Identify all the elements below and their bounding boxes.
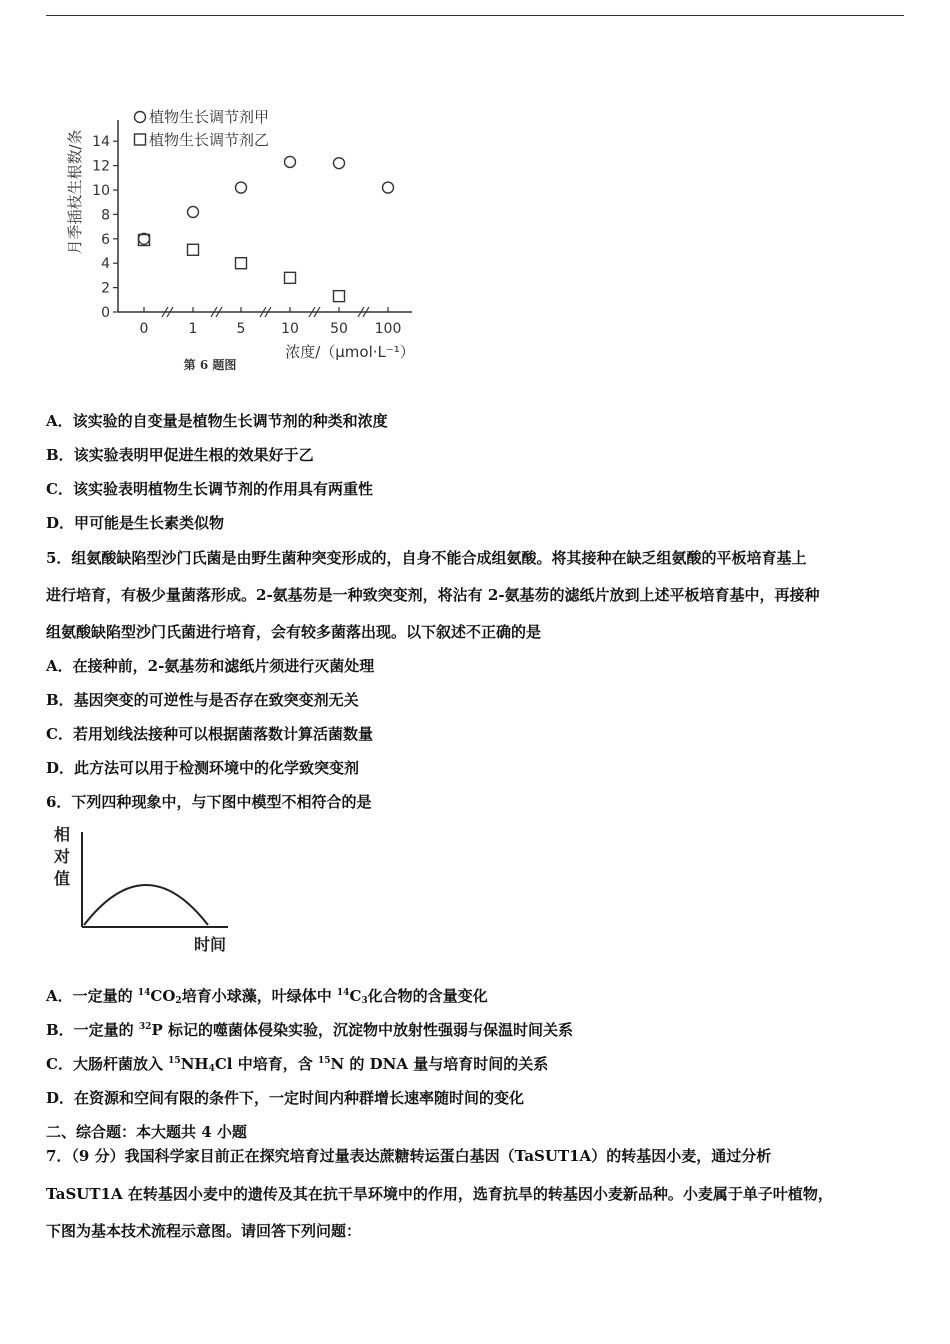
q6-option-c: C．大肠杆菌放入 $^{15}NH_4Cl$ 中培育，含 $^{15}$N 的 DNA 量与培育时间的关系 [46, 1055, 549, 1074]
q5-stem-line-2: 进行培育，有极少量菌落形成。2-氨基芴是一种致突变剂，将沾有 2-氨基芴的滤纸片放到上述平板培育基中，再接种 [46, 586, 820, 604]
y-axis-label: 月季插枝生根数/条 [66, 129, 84, 255]
x-axis-label: 浓度/（μmol·L⁻¹） [285, 343, 415, 361]
y-tick-label: 14 [92, 134, 110, 151]
legend-marker-square [135, 134, 146, 145]
q5-option-a: A．在接种前，2-氨基芴和滤纸片须进行灭菌处理 [46, 657, 375, 675]
q4-option-d: D．甲可能是生长素类似物 [46, 514, 225, 532]
y-tick-label: 10 [92, 183, 110, 199]
q5-stem-line-1: 5．组氨酸缺陷型沙门氏菌是由野生菌种突变形成的，自身不能合成组氨酸。将其接种在缺乏组氨酸的平板培育基上 [46, 549, 807, 567]
x-tick-label: 100 [374, 321, 402, 337]
q6-stem: 6．下列四种现象中，与下图中模型不相符合的是 [46, 793, 372, 811]
x-tick-label: 50 [330, 321, 348, 337]
x-tick-label: 0 [139, 321, 149, 337]
y-tick-label: 6 [101, 231, 110, 248]
y-tick-label: 0 [101, 305, 110, 321]
x-tick-label: 5 [236, 321, 246, 337]
data-point-circle [334, 158, 345, 169]
q6-option-d: D．在资源和空间有限的条件下，一定时间内种群增长速率随时间的变化 [46, 1089, 525, 1107]
q6-option-a: A．一定量的 $^{14}CO_2$培育小球藻，叶绿体中 $^{14}C_3$化合物的含量变化 [46, 987, 488, 1006]
data-point-circle [188, 206, 199, 217]
q5-option-b: B．基因突变的可逆性与是否存在致突变剂无关 [46, 691, 359, 709]
data-point-square [236, 258, 247, 269]
y-axis-label-char-1: 相 [53, 825, 71, 844]
y-tick-label: 2 [101, 280, 110, 297]
data-point-circle [285, 156, 296, 167]
y-axis-label-char-2: 对 [53, 847, 71, 866]
q4-option-c: C．该实验表明植物生长调节剂的作用具有两重性 [46, 480, 373, 498]
legend-label: 植物生长调节剂甲 [149, 108, 270, 126]
header-rule [46, 15, 904, 16]
hump-curve [84, 885, 208, 925]
figure-caption: 第 6 题图 [183, 358, 237, 372]
q7-stem-line-1: 7．（9 分）我国科学家目前正在探究培育过量表达蔗糖转运蛋白基因（TaSUT1A）的转基因小麦，通过分析 [46, 1147, 772, 1165]
x-tick-label: 10 [281, 321, 299, 337]
data-point-square [188, 244, 199, 255]
q7-stem-line-2: TaSUT1A 在转基因小麦中的遗传及其在抗干旱环境中的作用，选育抗旱的转基因小麦新品种。小麦属于单子叶植物， [46, 1185, 833, 1203]
q4-option-b: B．该实验表明甲促进生根的效果好于乙 [46, 446, 314, 464]
data-point-square [334, 291, 345, 302]
x-axis-label: 时间 [193, 935, 227, 954]
legend-label: 植物生长调节剂乙 [149, 131, 270, 149]
q5-option-c: C．若用划线法接种可以根据菌落数计算活菌数量 [46, 725, 373, 743]
data-point-circle [383, 182, 394, 193]
y-tick-label: 4 [101, 256, 110, 273]
y-tick-label: 12 [92, 158, 110, 175]
legend-marker-circle [135, 112, 146, 123]
data-point-circle [236, 182, 247, 193]
q7-stem-line-3: 下图为基本技术流程示意图。请回答下列问题： [46, 1222, 362, 1240]
hump-curve-chart [48, 820, 248, 960]
data-point-square [285, 272, 296, 283]
q5-stem-line-3: 组氨酸缺陷型沙门氏菌进行培育，会有较多菌落出现。以下叙述不正确的是 [46, 623, 542, 641]
q5-option-d: D．此方法可以用于检测环境中的化学致突变剂 [46, 759, 360, 777]
q4-option-a: A．该实验的自变量是植物生长调节剂的种类和浓度 [46, 412, 388, 430]
q6-option-b: B．一定量的 $^{32}$P 标记的噬菌体侵染实验，沉淀物中放射性强弱与保温时间关系 [46, 1021, 573, 1039]
scatter-chart [60, 100, 440, 385]
section-heading: 二、综合题：本大题共 4 小题 [46, 1123, 247, 1141]
y-tick-label: 8 [101, 207, 110, 224]
y-axis-label-char-3: 值 [53, 869, 71, 888]
x-tick-label: 1 [188, 321, 198, 337]
